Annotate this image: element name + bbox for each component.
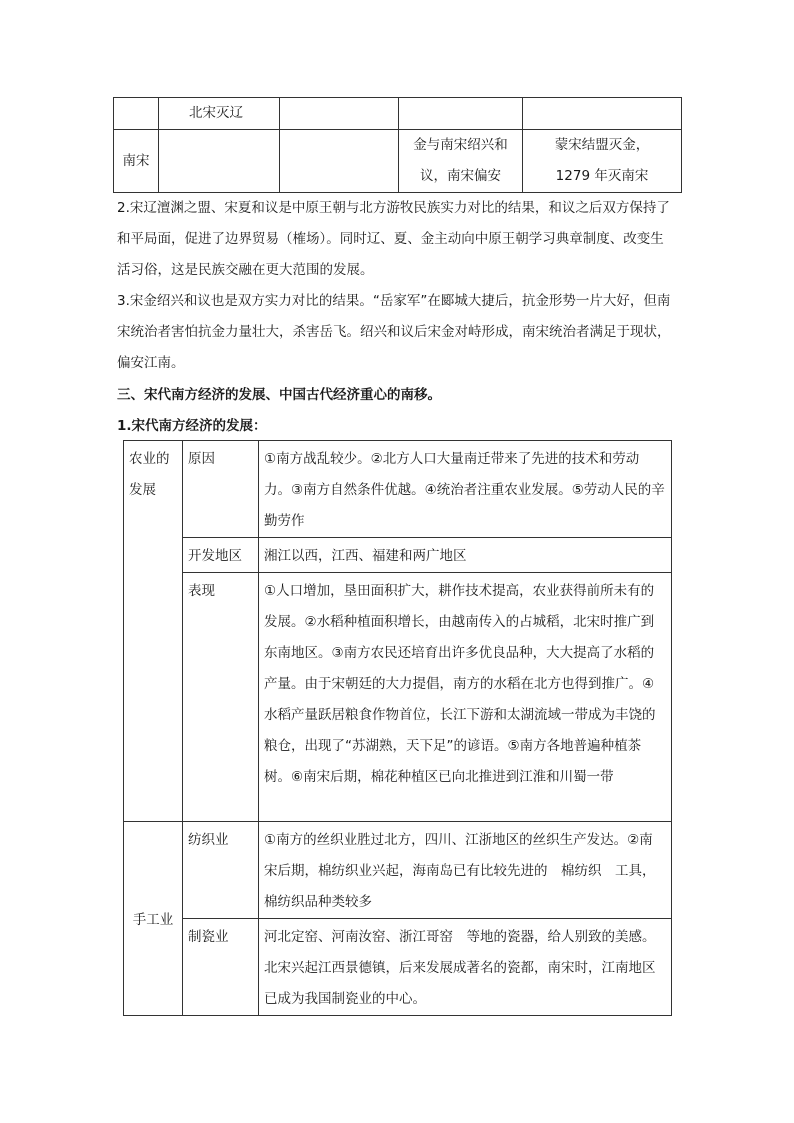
row-content: ①南方的丝织业胜过北方，四川、江浙地区的丝织生产发达。②南宋后期，棉纺织业兴起，海南岛已有比较先进的 棉纺织 工具，棉纺织品种类较多	[259, 822, 672, 919]
table-cell	[114, 98, 159, 130]
table-cell	[523, 98, 682, 130]
row-content: ①人口增加，垦田面积扩大，耕作技术提高，农业获得前所未有的发展。②水稻种植面积增长，由越南传入的占城稻，北宋时推广到东南地区。③南方农民还培育出许多优良品种，大大提高了水稻的产量。由于宋朝廷的大力提倡，南方的水稻在北方也得到推广。④水稻产量跃居粮食作物首位，长江下游和太湖流域一带成为丰饶的粮仓，出现了“苏湖熟，天下足”的谚语。⑤南方各地普遍种植茶树。⑥南宋后期，棉花种植区已向北推进到江淮和川蜀一带	[259, 573, 672, 822]
table-row	[114, 130, 682, 193]
section-heading: 三、宋代南方经济的发展、中国古代经济重心的南移。	[117, 387, 441, 403]
table-cell-period: 南宋	[114, 130, 159, 193]
table-row	[124, 822, 672, 919]
row-label: 纺织业	[183, 822, 259, 919]
row-content: ①南方战乱较少。②北方人口大量南迁带来了先进的技术和劳动力。③南方自然条件优越。④统治者注重农业发展。⑤劳动人民的辛勤劳作	[259, 441, 672, 538]
table-cell	[399, 98, 523, 130]
row-content: 湘江以西，江西、福建和两广地区	[259, 538, 672, 573]
paragraph-3: 3.宋金绍兴和议也是双方实力对比的结果。“岳家军”在郾城大捷后，抗金形势一片大好，但南宋统治者害怕抗金力量壮大，杀害岳飞。绍兴和议后宋金对峙形成，南宋统治者满足于现状，偏安江南。	[117, 293, 671, 371]
table-row	[114, 98, 682, 130]
table-row	[124, 538, 672, 573]
category-cell-handicraft: 手工业	[124, 822, 183, 1016]
southern-economy-table	[123, 440, 672, 1016]
category-cell-agriculture: 农业的发展	[124, 441, 183, 822]
row-label: 表现	[183, 573, 259, 822]
section-subheading: 1.宋代南方经济的发展：	[117, 418, 267, 434]
cell-line: 金与南宋绍兴和	[413, 137, 508, 153]
table-cell	[280, 130, 399, 193]
cell-line: 1279 年灭南宋	[555, 168, 649, 184]
row-label: 原因	[183, 441, 259, 538]
table-cell	[399, 130, 523, 193]
cell-line: 议，南宋偏安	[420, 168, 501, 184]
row-content: 河北定窑、河南汝窑、浙江哥窑 等地的瓷器，给人别致的美感。北宋兴起江西景德镇，后来发展成著名的瓷都，南宋时，江南地区已成为我国制瓷业的中心。	[259, 919, 672, 1016]
row-label: 制瓷业	[183, 919, 259, 1016]
paragraph-2: 2.宋辽澶渊之盟、宋夏和议是中原王朝与北方游牧民族实力对比的结果，和议之后双方保持了和平局面，促进了边界贸易（榷场）。同时辽、夏、金主动向中原王朝学习典章制度、改变生活习俗，这是民族交融在更大范围的发展。	[117, 200, 670, 278]
table-cell	[159, 130, 280, 193]
dynasty-relations-table	[113, 97, 682, 193]
table-row	[124, 441, 672, 538]
table-cell	[523, 130, 682, 193]
table-row	[124, 919, 672, 1016]
table-row	[124, 573, 672, 822]
table-cell: 北宋灭辽	[159, 98, 280, 130]
table-cell	[280, 98, 399, 130]
cell-line: 蒙宋结盟灭金，	[554, 137, 650, 153]
row-label: 开发地区	[183, 538, 259, 573]
